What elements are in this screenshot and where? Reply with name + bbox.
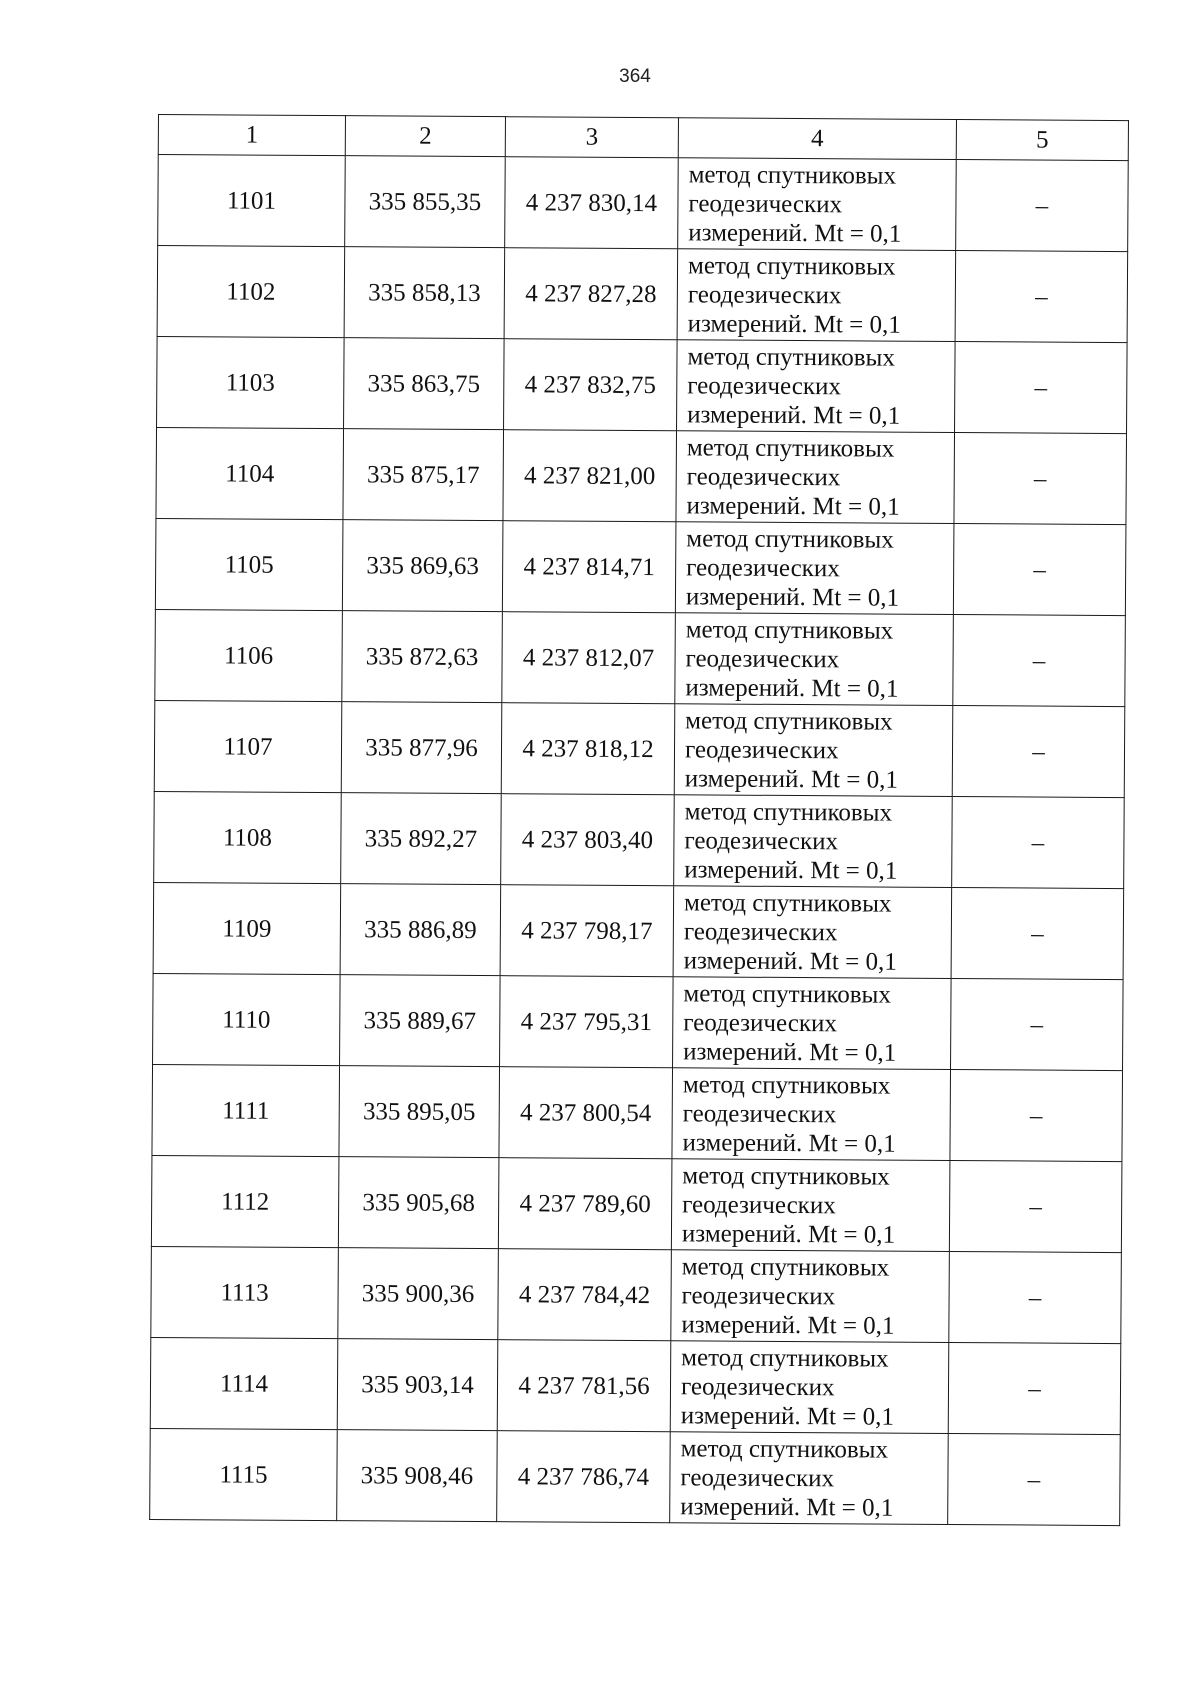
table-row — [151, 1246, 1122, 1343]
table-row — [151, 1155, 1122, 1252]
method-line: метод спутниковых — [684, 797, 893, 827]
table-row — [154, 700, 1125, 797]
coordinate-y-cell: 4 237 781,56 — [497, 1340, 671, 1432]
method-line: метод спутниковых — [686, 433, 895, 463]
coordinate-y-cell: 4 237 832,75 — [504, 339, 678, 431]
method-line: геодезических — [682, 1099, 837, 1128]
method-line: измерений. Mt = 0,1 — [684, 855, 898, 885]
coordinate-x-cell: 335 872,63 — [342, 611, 503, 703]
method-cell — [670, 1341, 949, 1434]
header-cell-1: 1 — [158, 115, 345, 156]
table-row — [153, 973, 1124, 1070]
method-cell — [672, 1068, 951, 1161]
coordinate-x-cell: 335 858,13 — [344, 247, 505, 339]
description-cell: – — [950, 1069, 1123, 1161]
header-row — [158, 115, 1128, 161]
header-cell-2: 2 — [345, 116, 505, 157]
method-cell — [673, 886, 952, 979]
point-number-cell: 1115 — [150, 1428, 338, 1520]
method-cell — [671, 1250, 950, 1343]
coordinate-y-cell: 4 237 784,42 — [498, 1249, 672, 1341]
table-row — [157, 336, 1128, 433]
table-row — [153, 882, 1124, 979]
method-cell — [670, 1432, 949, 1525]
coordinate-x-cell: 335 877,96 — [341, 702, 502, 794]
method-cell — [677, 340, 956, 433]
description-cell: – — [952, 706, 1125, 798]
method-line: измерений. Mt = 0,1 — [680, 1401, 894, 1431]
coordinate-x-cell: 335 903,14 — [337, 1339, 498, 1431]
coordinate-x-cell: 335 886,89 — [340, 884, 501, 976]
table-row — [150, 1428, 1121, 1525]
method-line: измерений. Mt = 0,1 — [685, 673, 899, 703]
method-line: геодезических — [683, 1008, 837, 1037]
description-cell: – — [949, 1251, 1122, 1343]
method-line: геодезических — [687, 280, 842, 309]
method-line: геодезических — [686, 462, 841, 491]
method-line: метод спутниковых — [683, 979, 891, 1009]
method-line: метод спутниковых — [688, 160, 897, 190]
method-line: измерений. Mt = 0,1 — [687, 400, 901, 430]
coordinate-y-cell: 4 237 798,17 — [500, 885, 674, 977]
method-line: метод спутниковых — [685, 706, 893, 736]
method-line: измерений. Mt = 0,1 — [681, 1219, 896, 1249]
point-number-cell: 1112 — [151, 1155, 339, 1247]
table-row — [152, 1064, 1123, 1161]
method-line: геодезических — [688, 189, 843, 218]
method-cell — [673, 977, 952, 1070]
method-line: геодезических — [681, 1281, 836, 1310]
method-line: измерений. Mt = 0,1 — [686, 491, 900, 521]
table-body — [150, 115, 1129, 1526]
method-line: измерений. Mt = 0,1 — [684, 764, 898, 794]
point-number-cell: 1106 — [155, 609, 343, 701]
coordinate-x-cell: 335 900,36 — [338, 1248, 499, 1340]
coordinate-x-cell: 335 908,46 — [337, 1430, 498, 1522]
method-cell — [676, 431, 955, 524]
method-line: измерений. Mt = 0,1 — [688, 218, 902, 248]
point-number-cell: 1105 — [155, 518, 343, 610]
description-cell: – — [953, 615, 1126, 707]
coordinate-y-cell: 4 237 795,31 — [500, 976, 674, 1068]
coordinate-y-cell: 4 237 830,14 — [505, 157, 679, 249]
method-cell — [677, 249, 956, 342]
method-line: геодезических — [685, 644, 840, 673]
coordinate-y-cell: 4 237 818,12 — [501, 703, 675, 795]
method-cell — [671, 1159, 950, 1252]
point-number-cell: 1113 — [151, 1246, 339, 1338]
method-cell — [674, 795, 953, 888]
coordinate-x-cell: 335 863,75 — [344, 338, 505, 430]
method-line: измерений. Mt = 0,1 — [683, 1037, 897, 1067]
table-row — [155, 518, 1126, 615]
method-line: геодезических — [680, 1463, 835, 1492]
coordinate-x-cell: 335 905,68 — [338, 1157, 499, 1249]
coordinate-y-cell: 4 237 812,07 — [502, 612, 676, 704]
method-line: метод спутниковых — [687, 251, 896, 281]
point-number-cell: 1102 — [157, 246, 345, 338]
coordinate-y-cell: 4 237 800,54 — [499, 1067, 673, 1159]
point-number-cell: 1101 — [158, 155, 346, 247]
coordinate-x-cell: 335 889,67 — [340, 975, 501, 1067]
table-row — [154, 791, 1125, 888]
coordinates-table-container — [149, 114, 1128, 1526]
method-line: метод спутниковых — [682, 1070, 891, 1100]
description-cell: – — [956, 160, 1129, 252]
coordinate-y-cell: 4 237 803,40 — [501, 794, 675, 886]
method-line: геодезических — [686, 553, 840, 582]
method-line: геодезических — [682, 1190, 836, 1219]
table-row — [155, 609, 1126, 706]
table-row — [158, 155, 1129, 252]
point-number-cell: 1114 — [150, 1337, 338, 1429]
table-row — [150, 1337, 1121, 1434]
method-line: метод спутниковых — [686, 524, 894, 554]
coordinates-table — [149, 114, 1129, 1526]
point-number-cell: 1108 — [154, 791, 342, 883]
table-row — [156, 427, 1127, 524]
point-number-cell: 1104 — [156, 427, 344, 519]
description-cell: – — [954, 433, 1127, 525]
header-cell-4: 4 — [678, 118, 956, 160]
method-line: измерений. Mt = 0,1 — [681, 1310, 895, 1340]
method-line: геодезических — [684, 735, 839, 764]
method-line: метод спутниковых — [680, 1434, 889, 1464]
point-number-cell: 1107 — [154, 700, 342, 792]
method-line: измерений. Mt = 0,1 — [687, 309, 901, 339]
description-cell: – — [955, 342, 1128, 434]
coordinate-x-cell: 335 875,17 — [343, 429, 504, 521]
coordinate-y-cell: 4 237 821,00 — [503, 430, 677, 522]
description-cell: – — [953, 524, 1126, 616]
description-cell: – — [952, 797, 1125, 889]
method-line: метод спутниковых — [685, 615, 894, 645]
coordinate-x-cell: 335 869,63 — [342, 520, 503, 612]
method-line: измерений. Mt = 0,1 — [680, 1492, 894, 1522]
table-row — [157, 246, 1128, 343]
method-line: измерений. Mt = 0,1 — [683, 946, 897, 976]
description-cell: – — [951, 888, 1124, 980]
method-line: геодезических — [687, 371, 841, 400]
method-line: метод спутниковых — [683, 888, 892, 918]
description-cell: – — [955, 251, 1128, 343]
method-cell — [678, 158, 957, 251]
point-number-cell: 1110 — [153, 973, 341, 1065]
method-line: метод спутниковых — [681, 1343, 889, 1373]
coordinate-y-cell: 4 237 789,60 — [498, 1158, 672, 1250]
description-cell: – — [948, 1342, 1121, 1434]
method-line: геодезических — [680, 1372, 835, 1401]
coordinate-y-cell: 4 237 786,74 — [497, 1431, 671, 1523]
coordinate-y-cell: 4 237 814,71 — [502, 521, 676, 613]
point-number-cell: 1103 — [157, 336, 345, 428]
header-cell-3: 3 — [505, 117, 678, 158]
point-number-cell: 1109 — [153, 882, 341, 974]
method-cell — [674, 704, 953, 797]
method-cell — [675, 522, 954, 615]
description-cell: – — [948, 1433, 1121, 1525]
description-cell: – — [949, 1160, 1122, 1252]
coordinate-x-cell: 335 895,05 — [339, 1066, 500, 1158]
method-cell — [675, 613, 954, 706]
method-line: измерений. Mt = 0,1 — [682, 1128, 896, 1158]
header-cell-5: 5 — [956, 120, 1128, 161]
page-number: 364 — [619, 66, 651, 87]
description-cell: – — [951, 979, 1124, 1071]
method-line: геодезических — [683, 917, 838, 946]
coordinate-x-cell: 335 855,35 — [345, 156, 506, 248]
method-line: геодезических — [684, 826, 839, 855]
method-line: метод спутниковых — [687, 342, 895, 372]
method-line: измерений. Mt = 0,1 — [685, 582, 900, 612]
coordinate-y-cell: 4 237 827,28 — [504, 248, 678, 340]
point-number-cell: 1111 — [152, 1064, 340, 1156]
method-line: метод спутниковых — [681, 1252, 890, 1282]
coordinate-x-cell: 335 892,27 — [341, 793, 502, 885]
method-line: метод спутниковых — [682, 1161, 890, 1191]
